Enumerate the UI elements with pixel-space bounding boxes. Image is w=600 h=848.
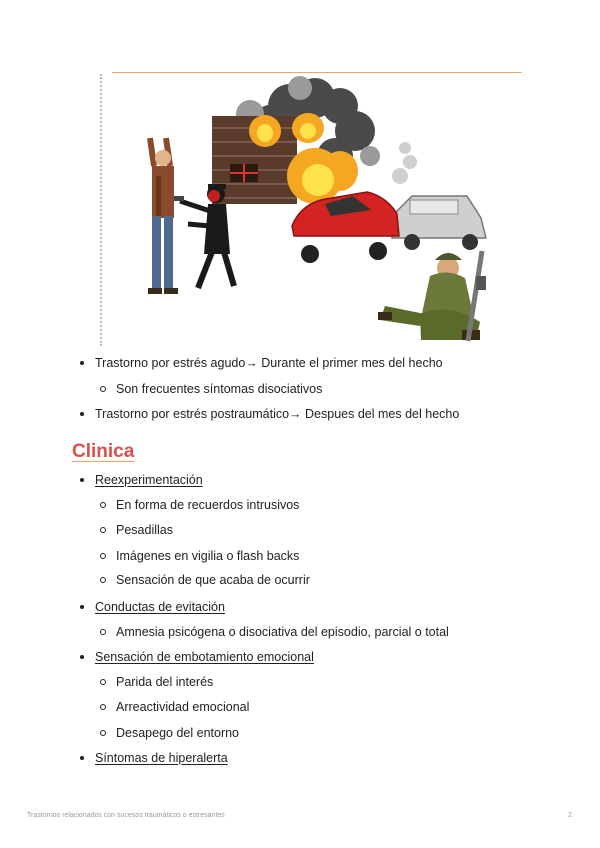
list-item: Sensación de embotamiento emocional: [80, 649, 314, 665]
list-item: Reexperimentación: [80, 472, 203, 488]
list-subitem: Amnesia psicógena o disociativa del episodio, parcial o total: [100, 624, 449, 640]
page-number: 2: [568, 812, 572, 819]
list-subitem: Imágenes en vigilia o flash backs: [100, 548, 299, 564]
list-item: Trastorno por estrés agudo→ Durante el primer mes del hecho: [80, 355, 443, 371]
trauma-illustration: [130, 76, 500, 352]
list-subitem: Desapego del entorno: [100, 725, 239, 741]
list-subitem: Parida del interés: [100, 674, 213, 690]
list-subitem: Arreactividad emocional: [100, 699, 249, 715]
footer-title: Trastornos relacionados con sucesos traumáticos o estresantes: [27, 812, 225, 819]
list-subitem: En forma de recuerdos intrusivos: [100, 497, 299, 513]
list-item: Conductas de evitación: [80, 599, 225, 615]
top-rule: [112, 72, 522, 73]
list-item: Trastorno por estrés postraumático→ Despues del mes del hecho: [80, 406, 459, 422]
list-subitem: Son frecuentes síntomas disociativos: [100, 381, 322, 397]
list-subitem: Sensación de que acaba de ocurrir: [100, 572, 310, 588]
section-heading: Clinica: [72, 441, 135, 462]
list-item: Síntomas de hiperalerta: [80, 750, 228, 766]
list-subitem: Pesadillas: [100, 522, 173, 538]
left-margin-dots: [100, 74, 102, 346]
